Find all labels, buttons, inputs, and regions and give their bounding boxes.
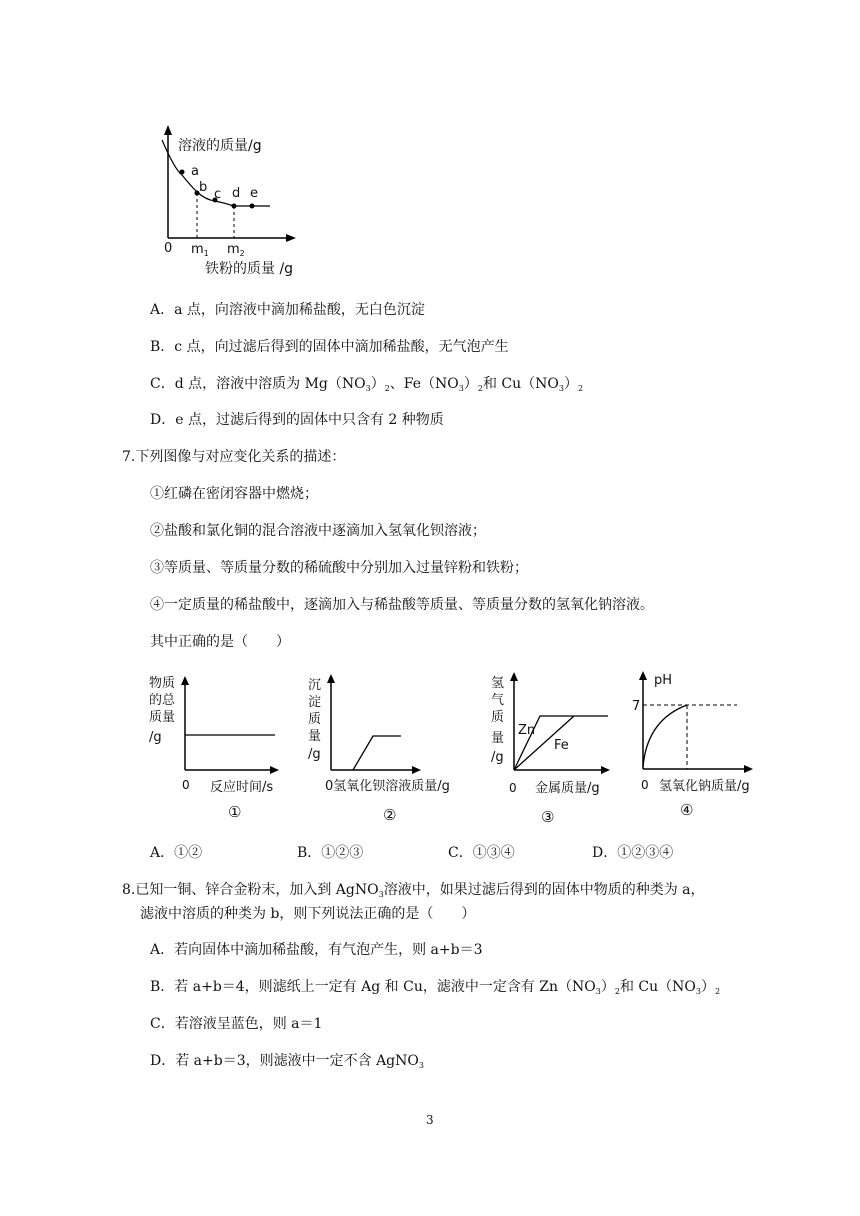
y-axis-arrow (164, 125, 172, 135)
g4-seven: 7 (632, 699, 641, 714)
q7-option-c: C．①③④ (448, 845, 515, 861)
graph-3-caption: ③ (541, 808, 555, 826)
ph-curve (643, 705, 687, 767)
g1-x: 反应时间/s (210, 780, 274, 795)
g2-y1: 沉 (308, 678, 322, 693)
q7-option-a: A．①② (150, 845, 203, 861)
graph-1-caption: ① (228, 803, 242, 821)
page-number: 3 (426, 1113, 434, 1127)
g1-y1: 物质 (149, 676, 176, 691)
g2-y4: 量 (308, 729, 322, 744)
g3-y3: 质 (491, 710, 505, 725)
origin-label: 0 (164, 241, 173, 256)
g3-origin: 0 (509, 781, 517, 795)
graph-4-caption: ④ (680, 801, 694, 819)
q7-item-3: ③等质量、等质量分数的稀硫酸中分别加入过量锌粉和铁粉； (150, 560, 528, 576)
q7-option-b: B．①②③ (297, 845, 364, 861)
graph-1 (145, 670, 285, 800)
g4-y: pH (654, 673, 673, 688)
q8-stem-line-2: 滤液中溶质的种类为 b，则下列说法正确的是（ ） (140, 906, 476, 922)
g4-x: 氢氧化钠质量/g (659, 779, 750, 794)
label-c: c (214, 187, 222, 202)
tick-m1: $m_1$ (191, 242, 209, 258)
g1-y3: 质量 (149, 710, 176, 725)
q8-option-a: A．若向固体中滴加稀盐酸，有气泡产生，则 a+b＝3 (150, 942, 483, 958)
g2-y2: 淀 (308, 695, 322, 710)
x-axis-arrow (286, 234, 296, 242)
q7-item-4: ④一定质量的稀盐酸中，逐滴加入与稀盐酸等质量、等质量分数的氢氧化钠溶液。 (150, 597, 654, 613)
g3-x: 金属质量/g (535, 781, 600, 796)
x-axis-label: 铁粉的质量 /g (205, 261, 294, 277)
solution-mass-graph (150, 120, 310, 285)
point-e (250, 204, 255, 209)
label-e: e (250, 186, 258, 201)
label-d: d (232, 186, 241, 201)
graph-4 (625, 665, 775, 800)
q7-item-1: ①红磷在密闭容器中燃烧； (150, 486, 318, 502)
q7-stem: 7.下列图像与对应变化关系的描述： (122, 449, 346, 465)
label-b: b (199, 180, 208, 195)
g3-zn: Zn (518, 723, 536, 738)
g2-x: 0氢氧化钡溶液质量/g (325, 779, 450, 794)
g1-y4: /g (149, 730, 162, 745)
q8-option-b: B．若 a+b＝4，则滤纸上一定有 Ag 和 Cu，滤液中一定含有 $Zn(NO_3)_2$和 $Cu(NO_3)_2$ (150, 979, 721, 996)
q6-option-b: B．c 点，向过滤后得到的固体中滴加稀盐酸，无气泡产生 (150, 339, 509, 355)
q8-stem-line-1: 8.已知一铜、锌合金粉末，加入到 AgNO$_3$溶液中，如果过滤后得到的固体中物质的种类为 a， (122, 882, 705, 899)
y-axis-label: 溶液的质量/g (178, 138, 262, 154)
label-a: a (191, 164, 199, 179)
g3-y4: 量 (491, 731, 505, 746)
q8-option-c: C．若溶液呈蓝色，则 a＝1 (150, 1016, 323, 1032)
q7-item-2: ②盐酸和氯化铜的混合溶液中逐滴加入氢氧化钡溶液； (150, 523, 486, 539)
q7-ask: 其中正确的是（ ） (150, 634, 290, 650)
g2-y3: 质 (308, 712, 322, 727)
graph-2 (305, 668, 465, 800)
q6-option-a: A．a 点，向溶液中滴加稀盐酸，无白色沉淀 (150, 302, 425, 318)
graph-3 (488, 668, 618, 803)
g3-y2: 气 (491, 693, 505, 708)
q6-option-c: C．d 点，溶液中溶质为 $Mg(NO_3)_2$、$Fe(NO_3)_2$和 $Cu(NO_3)_2$ (150, 376, 584, 393)
point-a (180, 170, 185, 175)
q8-option-d: D．若 a+b＝3，则滤液中一定不含 AgNO$_3$ (150, 1053, 424, 1070)
graph-2-caption: ② (383, 806, 397, 824)
tick-m2: $m_2$ (227, 242, 245, 258)
g3-y1: 氢 (491, 676, 505, 691)
g3-y5: /g (491, 750, 504, 765)
q7-option-d: D．①②③④ (592, 845, 674, 861)
g1-y2: 的总 (149, 693, 176, 708)
g1-origin: 0 (182, 778, 190, 792)
precipitate-line (353, 736, 401, 770)
q6-option-d: D．e 点，过滤后得到的固体中只含有 2 种物质 (150, 412, 444, 428)
g2-y5: /g (308, 747, 321, 762)
g3-fe: Fe (554, 738, 569, 753)
g4-origin: 0 (641, 778, 649, 792)
